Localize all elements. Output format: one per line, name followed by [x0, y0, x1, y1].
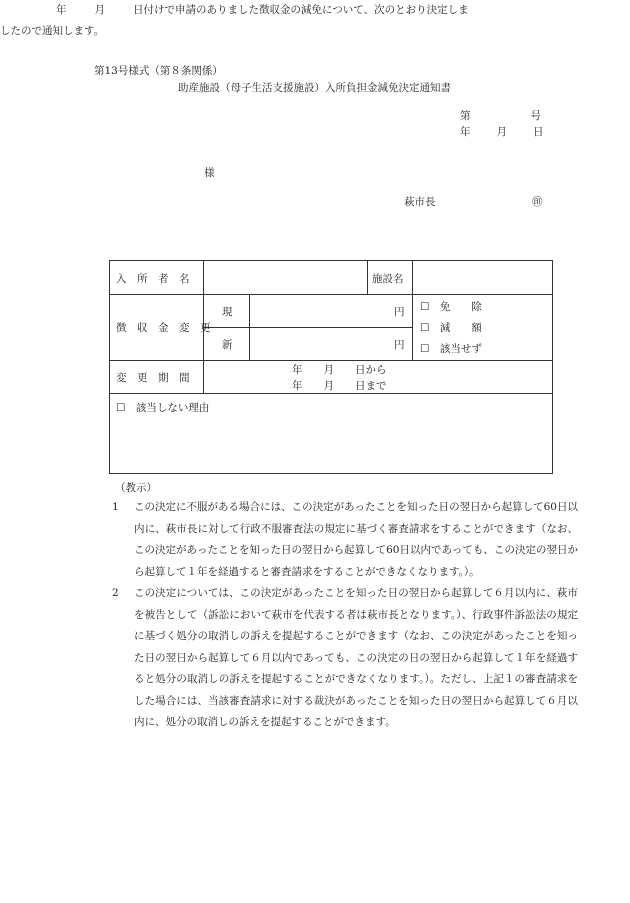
- notes-heading: （教示）: [115, 482, 157, 494]
- date-month: 月: [496, 126, 507, 138]
- resident-name-label: 入 所 者 名: [116, 273, 190, 285]
- notes-list: [112, 497, 578, 734]
- number-suffix: 号: [530, 110, 541, 122]
- addressee-honorific: 様: [204, 167, 215, 179]
- number-prefix: 第: [460, 110, 471, 122]
- option-reduction[interactable]: ☐ 減 額: [420, 322, 482, 334]
- date-year: 年: [460, 126, 471, 138]
- issuer-name: 萩市長: [404, 196, 436, 208]
- note-text: この決定については、この決定があったことを知った日の翌日から起算して６月以内に、萩市を被告として（訴訟において萩市を代表する者は萩市長となります。）、行政事件訴訟法の規定に基づく処分の取消しの訴えを提起することができます（なお、この決定があったことを知った日の翌日から起算して６月以内であっても、この決定の日の翌日から起算して１年を経過すると処分の取消しの訴えを提起することができなくなります。）。ただし、上記１の審査請求をした場合には、当該審査請求に対する裁決があったことを知った日の翌日から起算して６月以内に、処分の取消しの訴えを提起することができます。: [134, 587, 578, 728]
- document-date: [460, 124, 544, 139]
- period-to: 年 月 日まで: [292, 380, 387, 392]
- intro-paragraph: [0, 0, 470, 42]
- date-day: 日: [533, 126, 544, 138]
- intro-year: 年: [56, 4, 67, 16]
- facility-name-label: 施設名: [372, 273, 404, 285]
- current-fee-label: 現: [222, 306, 233, 318]
- change-period-label: 変 更 期 間: [116, 372, 190, 384]
- period-from: 年 月 日から: [292, 364, 387, 376]
- note-item: [112, 497, 578, 583]
- form-table: [109, 260, 553, 474]
- document-number: [460, 108, 541, 123]
- option-exemption[interactable]: ☐ 免 除: [420, 301, 482, 313]
- form-number: 第13号様式（第８条関係）: [94, 65, 223, 77]
- not-applicable-reason-label[interactable]: ☐ 該当しない理由: [116, 402, 210, 414]
- note-number: 1: [112, 501, 119, 513]
- new-yen-unit: 円: [394, 339, 405, 351]
- intro-text: 日付けで申請のありました徴収金の減免について、次のとおり決定しましたので通知します。: [0, 4, 469, 37]
- seal-mark: ㊞: [532, 196, 543, 208]
- note-item: [112, 583, 578, 734]
- fee-change-label: 徴 収 金 変 更: [116, 322, 211, 334]
- intro-month: 月: [94, 4, 105, 16]
- note-text: この決定に不服がある場合には、この決定があったことを知った日の翌日から起算して60日以内に、萩市長に対して行政不服審査法の規定に基づく審査請求をすることができます（なお、この決定があったことを知った日の翌日から起算して60日以内であっても、この決定の翌日から起算して１年を経過すると審査請求をすることができなくなります。）。: [134, 501, 578, 578]
- note-number: 2: [112, 587, 119, 599]
- document-title: 助産施設（母子生活支援施設）入所負担金減免決定通知書: [178, 82, 451, 94]
- current-yen-unit: 円: [394, 306, 405, 318]
- option-not-applicable[interactable]: ☐ 該当せず: [420, 343, 482, 355]
- new-fee-label: 新: [222, 339, 233, 351]
